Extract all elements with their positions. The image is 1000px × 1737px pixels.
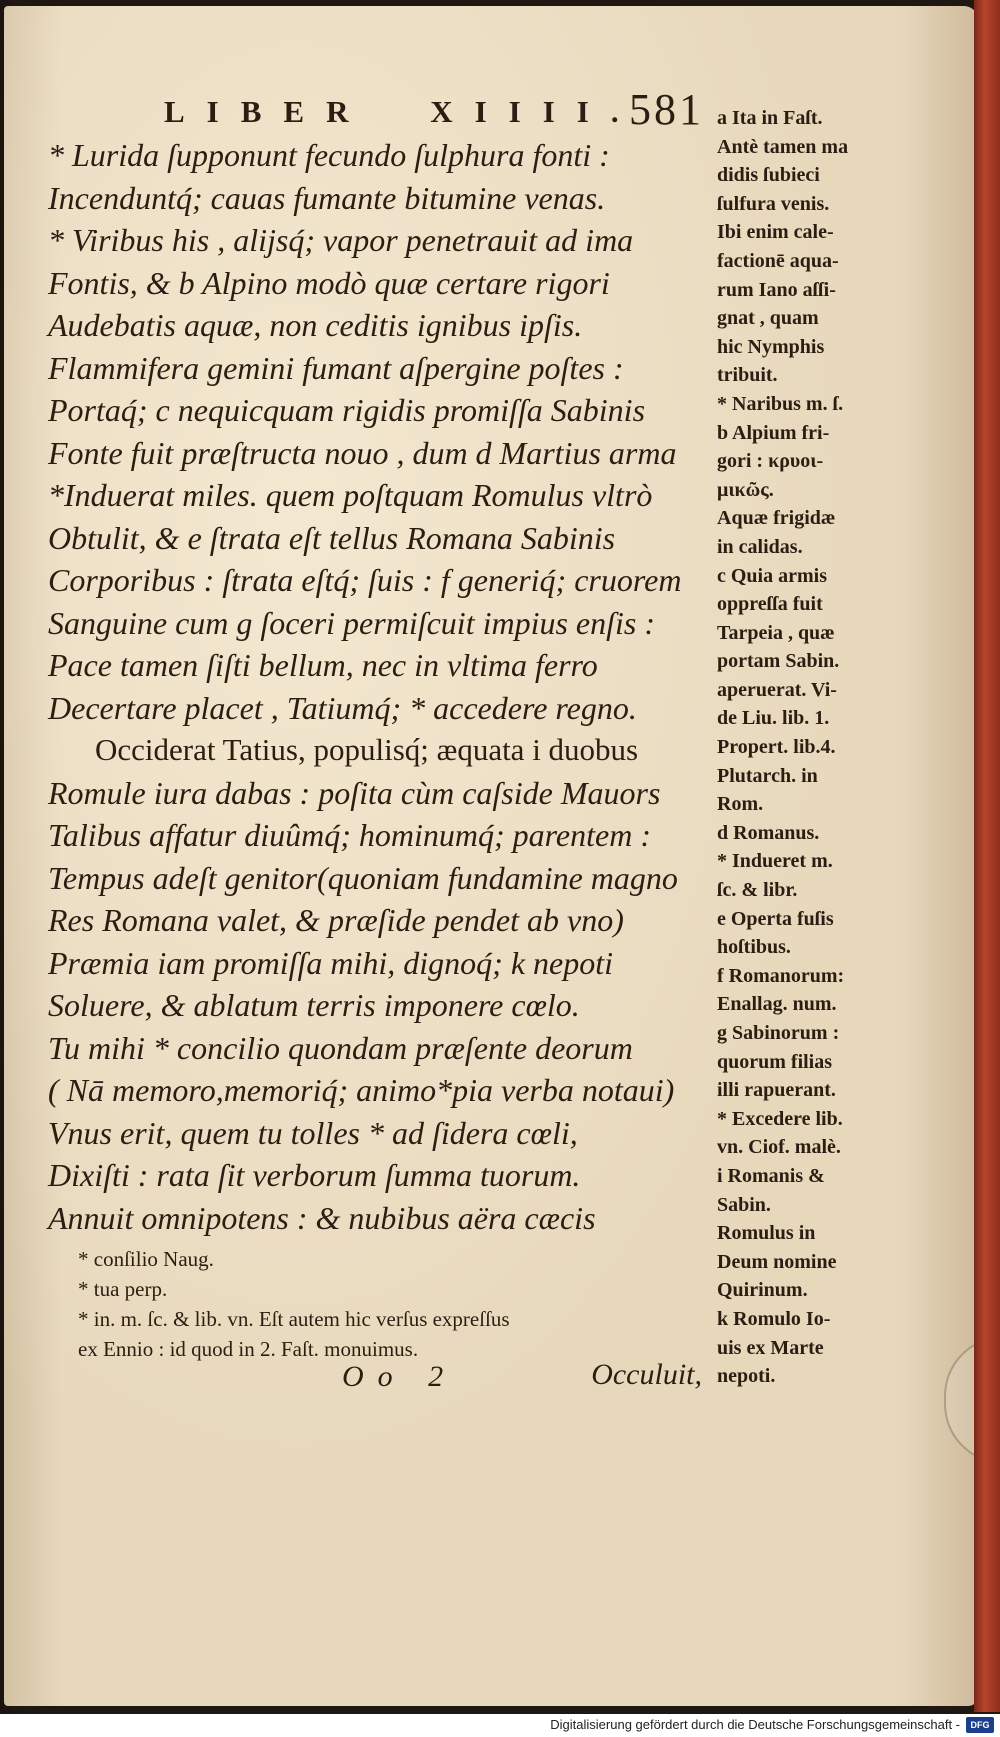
margin-note-line: b Alpium fri- <box>717 421 830 444</box>
margin-note-line: uis ex Marte <box>717 1336 824 1359</box>
verse-line: Romule iura dabas : poſita cùm caſside Mauors <box>48 774 661 811</box>
margin-note-line: Propert. lib.4. <box>717 736 836 759</box>
margin-note-line: didis ſubieci <box>717 164 820 187</box>
margin-note-line: hic Nymphis <box>717 335 825 358</box>
margin-note-line: gori : κρυοι- <box>717 450 824 473</box>
book-page <box>4 6 978 1706</box>
margin-note-line: i Romanis & <box>717 1164 825 1187</box>
running-title: LIBER XIIII. <box>164 94 641 129</box>
margin-note-line: Rom. <box>717 793 764 816</box>
variant-readings <box>78 1244 698 1364</box>
margin-note-line: Plutarch. in <box>717 764 818 787</box>
margin-note-line: * Indueret m. <box>717 850 833 873</box>
verse-line: Tu mihi * concilio quondam præſente deorum <box>48 1029 633 1066</box>
margin-note-line: gnat , quam <box>717 307 819 330</box>
verse-line: Pace tamen ſiſti bellum, nec in vltima ferro <box>48 647 598 683</box>
verse-line: Annuit omnipotens : & nubibus aëra cæcis <box>48 1199 596 1236</box>
verse-line: Tempus adeſt genitor(quoniam fundamine magno <box>48 859 678 896</box>
dfg-logo: DFG <box>966 1717 994 1733</box>
margin-note-line: a Ita in Faſt. <box>717 107 823 129</box>
verse-line: Soluere, & ablatum terris imponere cœlo. <box>48 987 580 1023</box>
margin-note-line: Sabin. <box>717 1193 771 1216</box>
margin-note-line: Romulus in <box>717 1222 816 1245</box>
margin-note-line: portam Sabin. <box>717 650 840 673</box>
verse-line: Præmia iam promiſſa mihi, dignoq́; k nepoti <box>48 944 614 981</box>
margin-note-line: f Romanorum: <box>717 964 845 987</box>
verse-line: Fonte fuit præſtructa nouo , dum d Martius arma <box>48 434 677 471</box>
verse-line: Incenduntq́; cauas fumante bitumine venas. <box>48 179 606 216</box>
footer-strip <box>0 1714 1000 1737</box>
margin-note-line: ſulfura venis. <box>717 192 830 215</box>
margin-note-line: tribuit. <box>717 364 778 387</box>
verse-line: * Viribus his , alijsq́; vapor penetrauit ad ima <box>48 222 634 258</box>
verse-line: Dixiſti : rata ſit verborum ſumma tuorum. <box>48 1157 581 1193</box>
margin-note-line: Quirinum. <box>717 1279 808 1302</box>
margin-note-line: illi rapuerant. <box>717 1079 836 1102</box>
margin-note-line: * Excedere lib. <box>717 1107 843 1130</box>
margin-note-line: Antè tamen ma <box>717 135 849 158</box>
margin-note-line: nepoti. <box>717 1365 776 1388</box>
page-number: 581 <box>629 85 704 134</box>
verse-line: Vnus erit, quem tu tolles * ad ſidera cœli, <box>48 1114 578 1151</box>
signature-line <box>342 1358 702 1402</box>
margin-note-line: Enallag. num. <box>717 993 837 1016</box>
verse-line: Portaq́; c nequicquam rigidis promiſſa Sabinis <box>48 392 646 428</box>
margin-note-line: Tarpeia , quæ <box>717 621 835 644</box>
verse-line: *Induerat miles. quem poſtquam Romulus vltrò <box>48 477 653 513</box>
signature-mark: Oo 2 <box>342 1360 458 1393</box>
verse-line: Talibus affatur diuûmq́; hominumq́; parentem : <box>48 817 651 853</box>
margin-note-line: de Liu. lib. 1. <box>717 707 830 730</box>
verse-line: Occiderat Tatius, populisq́; æquata i duobus <box>95 732 639 767</box>
margin-note-line: in calidas. <box>717 535 803 558</box>
variant-line: * in. m. ſc. & lib. vn. Eſt autem hic verſus expreſſus <box>78 1307 510 1331</box>
margin-note-line: Deum nomine <box>717 1250 837 1273</box>
margin-note-line: hoſtibus. <box>717 936 791 959</box>
margin-note-line: k Romulo Io- <box>717 1307 831 1330</box>
verse-block <box>48 134 718 1239</box>
verse-line: Decertare placet , Tatiumq́; * accedere regno. <box>48 689 637 726</box>
margin-note-line: rum Iano aſſi- <box>717 278 836 301</box>
margin-note-line: factionē aqua- <box>717 249 839 272</box>
margin-notes <box>717 104 927 1391</box>
verse-line: Flammifera gemini fumant aſpergine poſtes : <box>48 349 624 386</box>
margin-note-line: aperuerat. Vi- <box>717 678 837 701</box>
margin-note-line: oppreſſa fuit <box>717 593 823 616</box>
footer-text: Digitalisierung gefördert durch die Deutsche Forschungsgemeinschaft - <box>550 1717 960 1732</box>
running-head <box>164 84 704 136</box>
margin-note-line: d Romanus. <box>717 821 820 844</box>
margin-note-line: vn. Ciof. malè. <box>717 1136 841 1159</box>
red-page-edge <box>974 0 1000 1712</box>
variant-line: * tua perp. <box>78 1277 168 1301</box>
verse-line: Fontis, & b Alpino modò quæ certare rigori <box>48 264 610 301</box>
catchword: Occuluit, <box>591 1358 702 1391</box>
margin-note-line: g Sabinorum : <box>717 1022 840 1044</box>
margin-note-line: e Operta fuſis <box>717 907 834 930</box>
margin-note-line: Aquæ frigidæ <box>717 507 836 530</box>
variant-line: ex Ennio : id quod in 2. Faſt. monuimus. <box>78 1337 419 1361</box>
verse-line: * Lurida ſupponunt fecundo ſulphura fonti : <box>48 137 610 173</box>
margin-note-line: quorum filias <box>717 1050 833 1073</box>
margin-note-line: c Quia armis <box>717 564 827 587</box>
verse-line: ( Nā memoro,memoriq́; animo*pia verba notaui) <box>48 1072 675 1108</box>
variant-line: * conſilio Naug. <box>78 1247 214 1271</box>
verse-line: Res Romana valet, & præſide pendet ab vno) <box>48 902 624 938</box>
margin-note-line: Ibi enim cale- <box>717 221 834 244</box>
margin-note-line: ſc. & libr. <box>717 879 798 902</box>
verse-line: Obtulit, & e ſtrata eſt tellus Romana Sabinis <box>48 519 616 556</box>
verse-line: Corporibus : ſtrata eſtq́; ſuis : f generiq́; cruorem <box>48 562 682 598</box>
margin-note-line: μικῶς. <box>717 478 774 501</box>
verse-line: Sanguine cum g ſoceri permiſcuit impius enſis : <box>48 604 656 641</box>
verse-line: Audebatis aquæ, non ceditis ignibus ipſis. <box>48 307 583 343</box>
margin-note-line: * Naribus m. ſ. <box>717 392 844 415</box>
